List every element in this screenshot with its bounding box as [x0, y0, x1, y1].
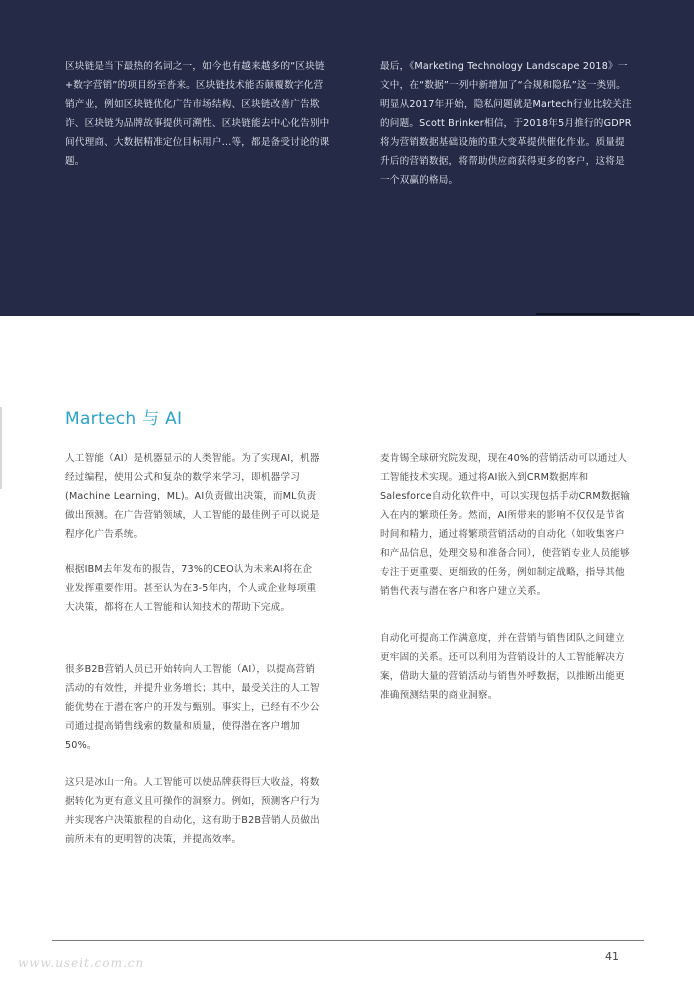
privacy-paragraph: [380, 57, 634, 190]
left-paragraph-1: [65, 449, 320, 544]
top-left-text: 区块链是当下最热的名词之一，如今也有越来越多的“区块链+数字营销”的项目纷至沓来。区块链技术能否颠覆数字化营销产业，例如区块链优化广告市场结构、区块链改善广告欺诈、区块链为品牌故事提供可溯性、区块链能去中心化告别中间代理商、大数据精准定位目标用户...等，都是备受讨论的课题。: [65, 61, 330, 167]
left-paragraph-4: [65, 773, 320, 849]
left-paragraph-2: [65, 560, 320, 617]
section-title: Martech 与 AI: [65, 409, 183, 429]
top-right-text: 最后，《Marketing Technology Landscape 2018》一文中，在“数据”一列中新增加了“合规和隐私”这一类别。明显从2017年开始，隐私问题就是Martech行业比较关注的问题。Scott Brinker相信，于2018年5月推行的GDPR将为营销数据基础设施的重大变革提供催化作业。质量提升后的营销数据，将帮助供应商获得更多的客户，这将是一个双赢的格局。: [380, 61, 632, 186]
site-watermark: www.useit.com.cn: [18, 956, 145, 970]
paragraph-text: 这只是冰山一角。人工智能可以使品牌获得巨大收益，将数据转化为更有意义且可操作的洞察力。例如，预测客户行为并实现客户决策旅程的自动化，这有助于B2B营销人员做出前所未有的更明智的决策，并提高效率。: [65, 777, 320, 845]
footer-rule: [52, 940, 644, 941]
panel-accent-line: [536, 313, 640, 315]
blockchain-paragraph: [65, 57, 333, 171]
paragraph-text: 麦肯锡全球研究院发现，现在40%的营销活动可以通过人工智能技术实现。通过将AI嵌入到CRM数据库和Salesforce自动化软件中，可以实现包括手动CRM数据输入在内的繁琐任务。然而，AI所带来的影响不仅仅是节省时间和精力，通过将繁琐营销活动的自动化（如收集客户和产品信息，处理交易和准备合同），使营销专业人员能够专注于更重要、更细致的任务，例如制定战略，指导其他销售代表与潜在客户和客户建立关系。: [380, 453, 631, 597]
dark-header-panel: [0, 0, 694, 316]
right-paragraph-2: [380, 629, 634, 705]
paragraph-text: 人工智能（AI）是机器显示的人类智能。为了实现AI，机器经过编程，使用公式和复杂的数学来学习，即机器学习(Machine Learning，ML)。AI负责做出决策，而ML负责做出预测。在广告营销领域，人工智能的最佳例子可以说是程序化广告系统。: [65, 453, 320, 540]
paragraph-text: 自动化可提高工作满意度，并在营销与销售团队之间建立更牢固的关系。还可以利用为营销设计的人工智能解决方案，借助大量的营销活动与销售外呼数据，以推断出能更准确预测结果的商业洞察。: [380, 633, 625, 701]
left-paragraph-3: [65, 660, 320, 755]
paragraph-text: 根据IBM去年发布的报告，73%的CEO认为未来AI将在企业发挥重要作用。甚至认为在3-5年内，个人或企业每项重大决策，都将在人工智能和认知技术的帮助下完成。: [65, 564, 317, 613]
margin-mark: [0, 407, 2, 489]
page-number: 41: [605, 950, 619, 963]
right-paragraph-1: [380, 449, 634, 601]
paragraph-text: 很多B2B营销人员已开始转向人工智能（AI），以提高营销活动的有效性，并提升业务增长；其中，最受关注的人工智能优势在于潜在客户的开发与甄别。事实上，已经有不少公司通过提高销售线索的数量和质量，使得潜在客户增加50%。: [65, 664, 320, 751]
